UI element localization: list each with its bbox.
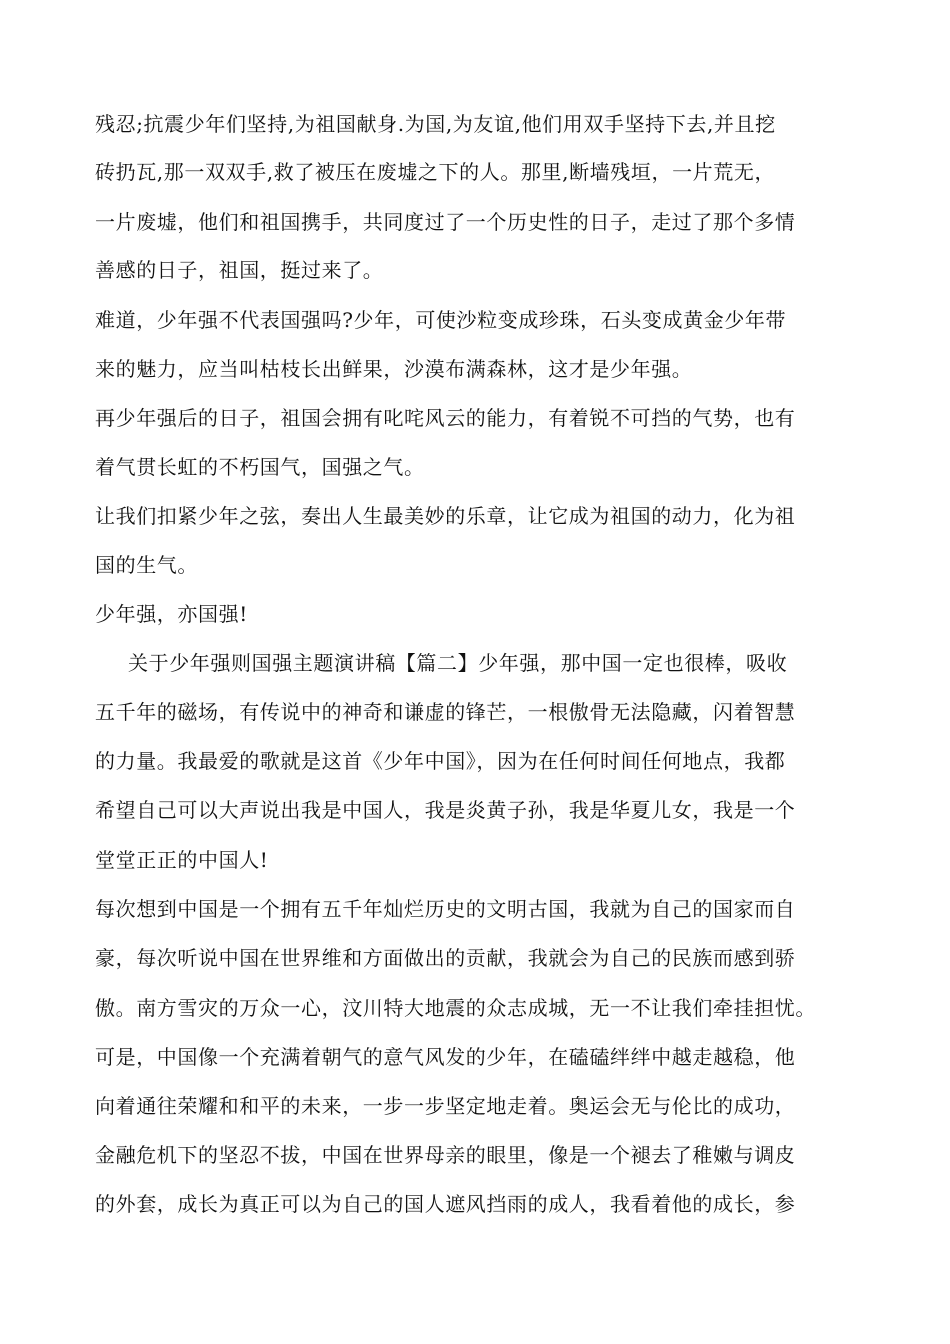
- text-line: 五千年的磁场，有传说中的神奇和谦虚的锋芒，一根傲骨无法隐藏，闪着智慧: [95, 700, 796, 724]
- text-line: 少年强，亦国强!: [95, 602, 248, 626]
- text-line: 每次想到中国是一个拥有五千年灿烂历史的文明古国，我就为自己的国家而自: [95, 897, 796, 921]
- text-line: 金融危机下的坚忍不拔，中国在世界母亲的眼里，像是一个褪去了稚嫩与调皮: [95, 1143, 796, 1167]
- text-line: 着气贯长虹的不朽国气，国强之气。: [95, 455, 425, 479]
- text-line: 希望自己可以大声说出我是中国人，我是炎黄子孙，我是华夏儿女，我是一个: [95, 798, 796, 822]
- text-line: 残忍;抗震少年们坚持,为祖国献身.为国,为友谊,他们用双手坚持下去,并且挖: [95, 112, 776, 136]
- text-line: 善感的日子，祖国，挺过来了。: [95, 258, 384, 282]
- text-line: 让我们扣紧少年之弦，奏出人生最美妙的乐章，让它成为祖国的动力，化为祖: [95, 504, 796, 528]
- text-line: 关于少年强则国强主题演讲稿【篇二】少年强，那中国一定也很棒，吸收: [128, 651, 788, 675]
- text-line: 砖扔瓦,那一双双手,救了被压在废墟之下的人。那里,断墙残垣，一片荒无，: [95, 160, 776, 184]
- text-line: 难道，少年强不代表国强吗?少年，可使沙粒变成珍珠，石头变成黄金少年带: [95, 308, 787, 332]
- text-line: 豪，每次听说中国在世界维和方面做出的贡献，我就会为自己的民族而感到骄: [95, 946, 796, 970]
- text-line: 傲。南方雪灾的万众一心，汶川特大地震的众志成城，无一不让我们牵挂担忧。: [95, 996, 816, 1020]
- text-line: 的力量。我最爱的歌就是这首《少年中国》，因为在任何时间任何地点，我都: [95, 749, 786, 773]
- text-line: 来的魅力，应当叫枯枝长出鲜果，沙漠布满森林，这才是少年强。: [95, 357, 693, 381]
- text-line: 再少年强后的日子，祖国会拥有叱咤风云的能力，有着锐不可挡的气势，也有: [95, 406, 796, 430]
- text-line: 可是，中国像一个充满着朝气的意气风发的少年，在磕磕绊绊中越走越稳，他: [95, 1045, 796, 1069]
- text-line: 一片废墟，他们和祖国携手，共同度过了一个历史性的日子，走过了那个多情: [95, 210, 796, 234]
- text-line: 堂堂正正的中国人!: [95, 848, 269, 872]
- text-line: 国的生气。: [95, 553, 198, 577]
- text-line: 向着通往荣耀和和平的未来，一步一步坚定地走着。奥运会无与伦比的成功，: [95, 1094, 796, 1118]
- text-line: 的外套，成长为真正可以为自己的国人遮风挡雨的成人，我看着他的成长，参: [95, 1192, 796, 1216]
